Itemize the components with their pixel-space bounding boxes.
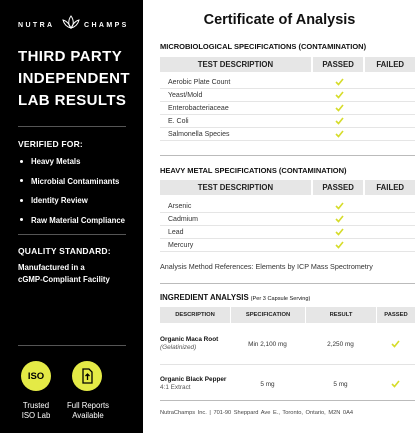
reports-badge-caption: Full Reports Available	[66, 401, 110, 420]
table-row: Mercury	[160, 239, 415, 252]
column-header: PASSED	[313, 180, 364, 195]
column-header: RESULT	[306, 307, 376, 323]
table-row: Organic Maca Root (Gelatinized) Min 2,100 mg 2,250 mg	[160, 336, 415, 352]
check-icon	[391, 380, 400, 388]
certificate	[143, 0, 416, 433]
check-icon	[335, 241, 344, 249]
table-row: Yeast/Mold	[160, 89, 415, 102]
table-row: E. Coli	[160, 115, 415, 128]
section-divider	[160, 400, 415, 401]
quality-text	[18, 262, 136, 285]
quality-line: cGMP-Compliant Facility	[18, 274, 110, 284]
micro-table-body	[160, 76, 415, 141]
verified-title: VERIFIED FOR:	[18, 139, 83, 149]
table-row: Cadmium	[160, 213, 415, 226]
section-divider	[160, 283, 415, 284]
column-header: FAILED	[365, 57, 415, 72]
list-item: Microbial Contaminants	[18, 172, 138, 192]
list-item: Raw Material Compliance	[18, 211, 138, 231]
ingredient-title-text: INGREDIENT ANALYSIS	[160, 293, 249, 302]
column-header: PASSED	[377, 307, 415, 323]
row-divider	[160, 364, 415, 365]
ingredient-table-header	[160, 307, 415, 323]
check-icon	[391, 340, 400, 348]
check-icon	[335, 104, 344, 112]
brand-word-left: NUTRA	[18, 22, 55, 29]
verified-list	[18, 152, 138, 230]
headline-line: INDEPENDENT	[18, 70, 130, 87]
divider	[18, 126, 126, 127]
table-row: Enterobacteriaceae	[160, 102, 415, 115]
check-icon	[335, 91, 344, 99]
page-title: Certificate of Analysis	[203, 12, 356, 28]
check-icon	[335, 228, 344, 236]
table-row: Organic Black Pepper 4:1 Extract 5 mg 5 mg	[160, 376, 415, 392]
heavy-table-header	[160, 180, 415, 195]
heavy-table-body	[160, 200, 415, 252]
check-icon	[335, 117, 344, 125]
divider	[18, 234, 126, 235]
iso-badge-text: ISO	[27, 370, 45, 382]
check-icon	[335, 130, 344, 138]
column-header: DESCRIPTION	[160, 307, 230, 323]
check-icon	[335, 215, 344, 223]
quality-line: Manufactured in a	[18, 263, 85, 272]
ingredient-title	[160, 293, 310, 302]
headline	[18, 46, 136, 112]
footer-address: NutraChamps Inc. | 701-90 Sheppard Ave E., Toronto, Ontario, M2N 0A4	[160, 410, 354, 416]
brand-word-right: CHAMPS	[84, 22, 129, 29]
iso-badge-icon	[21, 361, 51, 391]
analysis-method: Analysis Method References: Elements by ICP Mass Spectrometry	[160, 262, 373, 271]
column-header: TEST DESCRIPTION	[160, 180, 311, 195]
section-divider	[160, 155, 415, 156]
brand-logo	[18, 13, 128, 37]
table-row: Salmonella Species	[160, 128, 415, 141]
lotus-logo-icon	[61, 13, 81, 33]
column-header: SPECIFICATION	[231, 307, 305, 323]
check-icon	[335, 202, 344, 210]
micro-heading: MICROBIOLOGICAL SPECIFICATIONS (CONTAMINATION)	[160, 42, 367, 51]
iso-badge-caption: Trusted ISO Lab	[21, 401, 51, 420]
column-header: FAILED	[365, 180, 415, 195]
document-upload-icon	[72, 361, 102, 391]
table-row: Lead	[160, 226, 415, 239]
divider	[18, 345, 126, 346]
quality-title: QUALITY STANDARD:	[18, 246, 111, 256]
list-item: Heavy Metals	[18, 152, 138, 172]
micro-table-header	[160, 57, 415, 72]
table-row: Arsenic	[160, 200, 415, 213]
headline-line: LAB RESULTS	[18, 92, 127, 109]
column-header: PASSED	[313, 57, 364, 72]
list-item: Identity Review	[18, 191, 138, 211]
ingredient-subtitle: (Per 3 Capsule Serving)	[250, 296, 311, 302]
check-icon	[335, 78, 344, 86]
headline-line: THIRD PARTY	[18, 48, 123, 65]
table-row: Aerobic Plate Count	[160, 76, 415, 89]
column-header: TEST DESCRIPTION	[160, 57, 311, 72]
heavy-heading: HEAVY METAL SPECIFICATIONS (CONTAMINATION)	[160, 166, 347, 175]
left-panel	[0, 0, 143, 433]
